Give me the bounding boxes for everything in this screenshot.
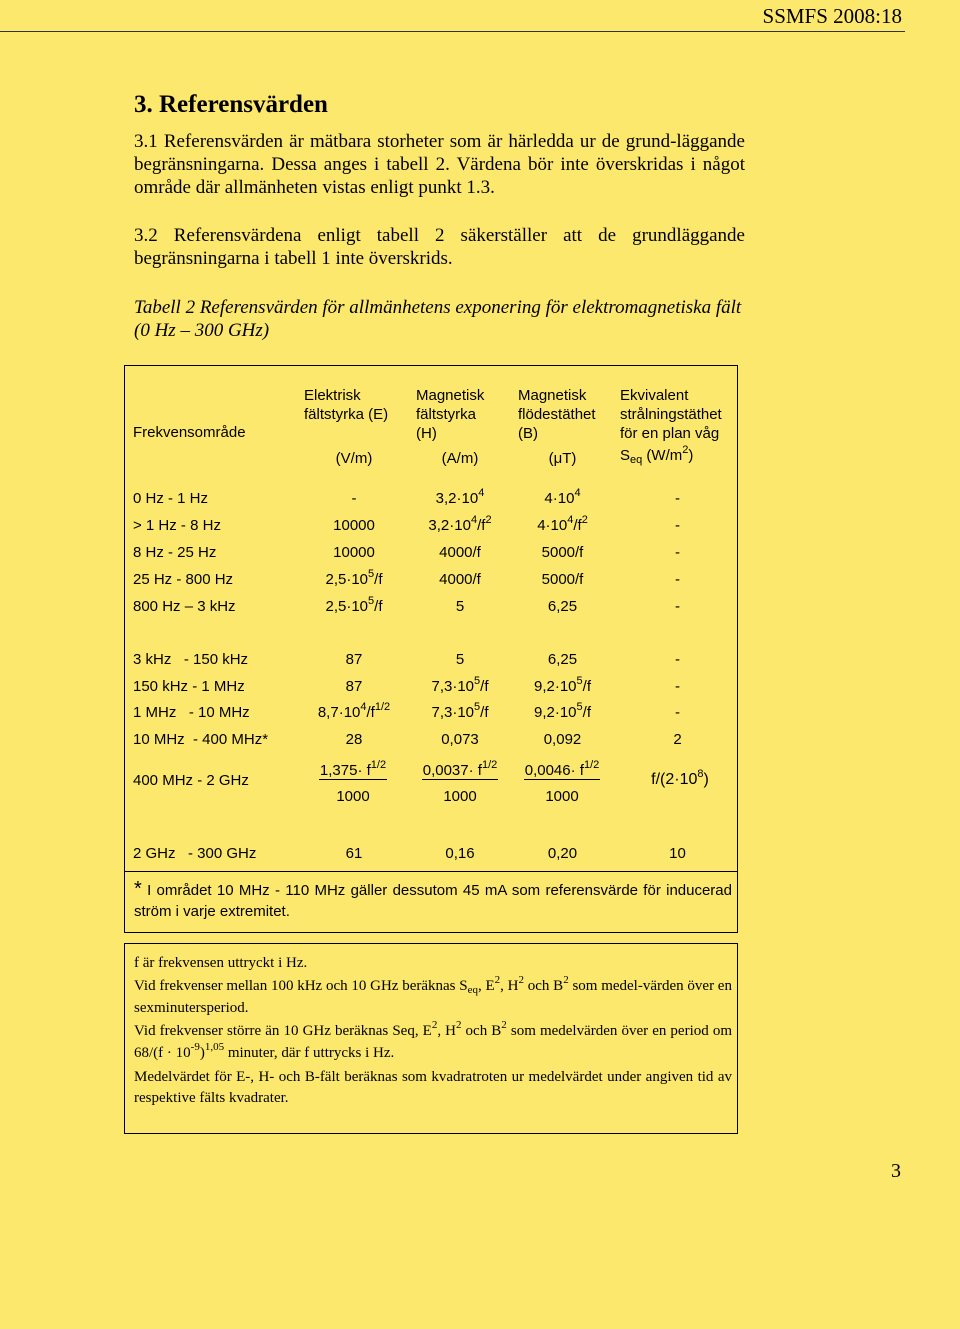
cell-electric: 28 [345,731,363,748]
header-magnetic-b: Magnetisk flödestäthet (B) [518,387,596,442]
cell-power-density: $f/(2\cdot 10^8)$ [651,768,709,788]
row-frequency: 0 Hz - 1 Hz [133,490,209,507]
header-magnetic-h: Magnetisk fältstyrka (H) [416,387,485,442]
cell-power-density: - [675,490,680,507]
cell-electric: 87 [345,678,363,695]
unit-magnetic-b: (μT) [548,450,577,467]
row-frequency: 150 kHz - 1 MHz [133,678,245,695]
cell-magnetic-h: 0,073 [441,731,479,748]
header-rule [0,31,905,32]
header-power-density: Ekvivalent strålningstäthet för en plan våg [620,387,722,442]
cell-magnetic-h: $7,3\cdot 10^5/f$ [431,701,489,721]
document-id: SSMFS 2008:18 [762,4,902,28]
cell-electric: $2,5\cdot 10^5/f$ [325,595,383,615]
page-number: 3 [891,1160,901,1182]
row-frequency: 400 MHz - 2 GHz [133,772,249,789]
table-caption: Tabell 2 Referensvärden för allmänhetens exponering för elektromagnetiska fält (0 Hz – 300 GHz) [134,297,742,341]
cell-magnetic-h: 0,16 [445,845,475,862]
note-averaging-above-10ghz: Vid frekvenser större än 10 GHz beräknas Seq, $E^2$, $H^2$ och $B^2$ som medelvärden över en period om $68/(f \cdot 10^{-9})^{1,05}$ minuter, där f uttrycks i Hz. [134,1019,732,1061]
cell-magnetic-b: 0,092 [543,731,582,748]
cell-magnetic-h: 4000/f [439,544,481,561]
row-frequency: 800 Hz – 3 kHz [133,598,236,615]
row-frequency: 1 MHz - 10 MHz [133,704,250,721]
notes-block [134,953,732,1111]
paragraph-3-2: 3.2 Referensvärdena enligt tabell 2 säkerställer att de grundläggande begränsningarna i tabell 1 inte överskrids. [134,225,745,269]
cell-magnetic-b: $4\cdot 10^4/f^2$ [537,514,588,534]
footnote-induced-current: * I området 10 MHz - 110 MHz gäller dessutom 45 mA som referensvärde för inducerad ström i varje extremitet. [134,878,732,920]
cell-magnetic-b: 0,20 [547,845,578,862]
cell-magnetic-h: $7,3\cdot 10^5/f$ [431,675,489,695]
row-frequency: 25 Hz - 800 Hz [133,571,234,588]
row-frequency: 8 Hz - 25 Hz [133,544,217,561]
cell-magnetic-h: 5 [455,651,465,668]
cell-magnetic-b: $9,2\cdot 10^5/f$ [533,675,591,695]
row-frequency: 2 GHz - 300 GHz [133,845,257,862]
cell-magnetic-h: 5 [455,598,465,615]
cell-power-density: 2 [673,731,682,748]
row-frequency: > 1 Hz - 8 Hz [133,517,221,534]
cell-magnetic-b: $4\cdot 10^4$ [544,487,581,507]
cell-magnetic-h: 4000/f [439,571,481,588]
cell-electric-fraction: $\frac{1,375\cdot f^{1/2}}{1000}$ [319,759,387,805]
cell-electric: - [351,490,357,507]
cell-magnetic-b-fraction: $\frac{0,0046\cdot f^{1/2}}{1000}$ [524,759,600,805]
cell-electric: 10000 [333,544,375,561]
cell-electric: 61 [345,845,363,862]
row-frequency: 10 MHz - 400 MHz* [133,731,269,748]
unit-power-density: $S_{eq}$ $(W/m^2)$ [620,444,694,466]
cell-magnetic-b: $9,2\cdot 10^5/f$ [533,701,591,721]
cell-power-density: - [675,571,680,588]
paragraph-3-1: 3.1 Referensvärden är mätbara storheter som är härledda ur de grund-läggande begränsningarna. Dessa anges i tabell 2. Värdena bör inte överskridas i något område där allmänheten vistas enligt punkt 1.3. [134,131,745,198]
header-frequency: Frekvensområde [133,424,246,441]
unit-magnetic-h: (A/m) [441,450,479,467]
cell-power-density: - [675,517,680,534]
cell-electric: $2,5\cdot 10^5/f$ [325,568,383,588]
cell-magnetic-b: 5000/f [541,544,584,561]
row-frequency: 3 kHz - 150 kHz [133,651,249,668]
cell-power-density: - [675,544,680,561]
header-electric: Elektrisk fältstyrka (E) [304,387,389,423]
cell-power-density: - [675,704,680,721]
cell-magnetic-b: 6,25 [547,598,578,615]
note-frequency: f är frekvensen uttryckt i Hz. [134,955,308,971]
cell-magnetic-b: 6,25 [547,651,578,668]
cell-magnetic-h: $3,2\cdot 10^4$ [435,487,485,507]
cell-power-density: - [675,651,680,668]
note-rms: Medelvärdet för E-, H- och B-fält beräknas som kvadratroten ur medelvärdet under angiven tid av respektive fälts kvadrater. [134,1069,732,1106]
cell-magnetic-h: $3,2\cdot 10^4/f^2$ [428,514,492,534]
cell-electric: 87 [345,651,363,668]
cell-power-density: - [675,678,680,695]
cell-electric: 10000 [333,517,375,534]
cell-power-density: 10 [669,845,686,862]
cell-power-density: - [675,598,680,615]
section-title: 3. Referensvärden [134,91,328,118]
cell-electric: $8,7\cdot 10^4/f^{1/2}$ [317,701,391,721]
cell-magnetic-h-fraction: $\frac{0,0037\cdot f^{1/2}}{1000}$ [422,759,498,805]
note-averaging-6min: Vid frekvenser mellan 100 kHz och 10 GHz beräknas $S_{eq}$, $E^2$, $H^2$ och $B^2$ som medel-värden över en sexminutersperiod. [134,974,732,1016]
unit-electric: (V/m) [335,450,373,467]
cell-magnetic-b: 5000/f [541,571,584,588]
